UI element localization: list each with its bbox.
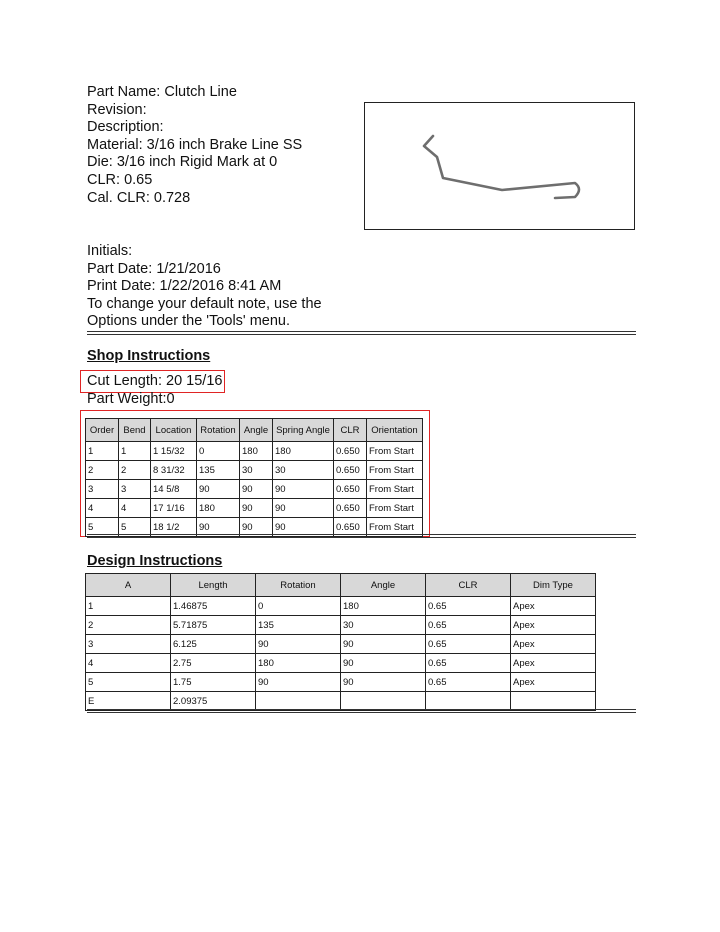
table-cell: Apex	[511, 597, 596, 616]
table-cell: 135	[197, 461, 240, 480]
table-cell: 0.650	[334, 499, 367, 518]
table-row	[86, 480, 423, 499]
part-name: Part Name: Clutch Line	[87, 84, 237, 100]
table-cell: 30	[273, 461, 334, 480]
column-header: Angle	[240, 419, 273, 442]
table-cell: Apex	[511, 654, 596, 673]
shop-instructions-heading: Shop Instructions	[87, 348, 211, 364]
table-cell	[426, 692, 511, 711]
table-cell: 3	[119, 480, 151, 499]
print-date-value: 1/22/2016 8:41 AM	[159, 278, 282, 295]
table-cell: 2	[119, 461, 151, 480]
table-row	[86, 597, 596, 616]
notes	[87, 243, 322, 331]
table-cell: 30	[341, 616, 426, 635]
column-header: Dim Type	[511, 574, 596, 597]
table-row	[86, 635, 596, 654]
table-cell: 1 15/32	[151, 442, 197, 461]
table-cell: 90	[240, 499, 273, 518]
table-cell: 0	[256, 597, 341, 616]
table-row	[86, 654, 596, 673]
table-cell: 4	[86, 499, 119, 518]
table-cell: 5	[86, 673, 171, 692]
table-cell: 1.75	[171, 673, 256, 692]
table-cell: 0.650	[334, 461, 367, 480]
table-cell: Apex	[511, 673, 596, 692]
table-cell: 0	[197, 442, 240, 461]
column-header: Angle	[341, 574, 426, 597]
table-cell: 17 1/16	[151, 499, 197, 518]
table-cell: 180	[273, 442, 334, 461]
table-cell: 0.650	[334, 442, 367, 461]
table-cell: From Start	[367, 480, 423, 499]
revision: Revision:	[87, 101, 147, 118]
table-cell: 135	[256, 616, 341, 635]
table-row	[86, 692, 596, 711]
column-header: Orientation	[367, 419, 423, 442]
table-row	[86, 442, 423, 461]
shop-instructions-table	[85, 418, 423, 537]
table-cell: 0.65	[426, 635, 511, 654]
cal-clr: Cal. CLR: 0.728	[87, 189, 191, 206]
table-cell: 4	[119, 499, 151, 518]
table-header-row	[86, 574, 596, 597]
design-instructions-table	[85, 573, 596, 711]
table-cell: 90	[197, 518, 240, 537]
table-cell: 1	[86, 597, 171, 616]
table-cell: 3	[86, 480, 119, 499]
table-cell: 5	[119, 518, 151, 537]
table-cell: 0.65	[426, 597, 511, 616]
part-preview	[364, 102, 635, 230]
table-cell: 90	[197, 480, 240, 499]
table-cell: From Start	[367, 442, 423, 461]
table-cell: 5	[86, 518, 119, 537]
column-header: A	[86, 574, 171, 597]
table-cell: 2	[86, 461, 119, 480]
table-cell: Apex	[511, 635, 596, 654]
table-cell: 180	[240, 442, 273, 461]
table-cell: 90	[273, 518, 334, 537]
table-cell: 1	[119, 442, 151, 461]
table-cell: 3	[86, 635, 171, 654]
table-cell: E	[86, 692, 171, 711]
default-note-line-2: Options under the 'Tools' menu.	[87, 313, 291, 330]
table-cell: 5.71875	[171, 616, 256, 635]
part-date	[87, 261, 322, 279]
table-cell: 180	[341, 597, 426, 616]
table-cell: 2.09375	[171, 692, 256, 711]
divider	[87, 534, 636, 538]
table-row	[86, 461, 423, 480]
table-cell: 90	[341, 673, 426, 692]
table-cell: 30	[240, 461, 273, 480]
table-row	[86, 616, 596, 635]
divider	[87, 709, 636, 713]
default-note-line-1: To change your default note, use the	[87, 295, 322, 312]
table-cell: 0.65	[426, 673, 511, 692]
column-header: Location	[151, 419, 197, 442]
table-cell: 90	[240, 518, 273, 537]
table-cell: 90	[341, 635, 426, 654]
column-header: CLR	[426, 574, 511, 597]
description: Description:	[87, 119, 164, 136]
column-header: Rotation	[197, 419, 240, 442]
clr: CLR: 0.65	[87, 171, 153, 188]
table-cell: 90	[341, 654, 426, 673]
table-cell: Apex	[511, 616, 596, 635]
table-cell: 0.65	[426, 654, 511, 673]
divider	[87, 331, 636, 335]
table-cell: From Start	[367, 461, 423, 480]
table-row	[86, 499, 423, 518]
column-header: Order	[86, 419, 119, 442]
part-date-label: Part Date:	[87, 260, 153, 277]
table-cell: 180	[256, 654, 341, 673]
table-cell: 0.650	[334, 480, 367, 499]
table-cell	[341, 692, 426, 711]
table-cell: 90	[256, 635, 341, 654]
table-cell: 0.65	[426, 616, 511, 635]
cut-length: Cut Length: 20 15/16	[87, 373, 223, 389]
column-header: Length	[171, 574, 256, 597]
table-cell: 90	[273, 499, 334, 518]
material: Material: 3/16 inch Brake Line SS	[87, 136, 303, 153]
table-cell: 2.75	[171, 654, 256, 673]
print-date-label: Print Date:	[87, 278, 156, 295]
table-row	[86, 673, 596, 692]
table-cell: 0.650	[334, 518, 367, 537]
column-header: Bend	[119, 419, 151, 442]
column-header: CLR	[334, 419, 367, 442]
part-info	[87, 84, 302, 207]
table-cell: 90	[240, 480, 273, 499]
table-cell	[511, 692, 596, 711]
print-date	[87, 278, 322, 296]
table-cell: From Start	[367, 499, 423, 518]
design-instructions-heading: Design Instructions	[87, 553, 223, 569]
initials: Initials:	[87, 243, 133, 259]
table-cell: 4	[86, 654, 171, 673]
table-cell: 6.125	[171, 635, 256, 654]
table-cell	[256, 692, 341, 711]
table-cell: 180	[197, 499, 240, 518]
table-cell: 14 5/8	[151, 480, 197, 499]
table-cell: 8 31/32	[151, 461, 197, 480]
table-cell: 1	[86, 442, 119, 461]
die: Die: 3/16 inch Rigid Mark at 0	[87, 154, 278, 171]
column-header: Rotation	[256, 574, 341, 597]
table-cell: 1.46875	[171, 597, 256, 616]
part-weight: Part Weight:0	[87, 391, 175, 407]
bent-tube-preview-icon	[365, 103, 636, 231]
table-cell: 90	[256, 673, 341, 692]
table-cell: 90	[273, 480, 334, 499]
table-cell: 2	[86, 616, 171, 635]
table-header-row	[86, 419, 423, 442]
column-header: Spring Angle	[273, 419, 334, 442]
table-cell: From Start	[367, 518, 423, 537]
table-cell: 18 1/2	[151, 518, 197, 537]
part-date-value: 1/21/2016	[156, 260, 221, 277]
